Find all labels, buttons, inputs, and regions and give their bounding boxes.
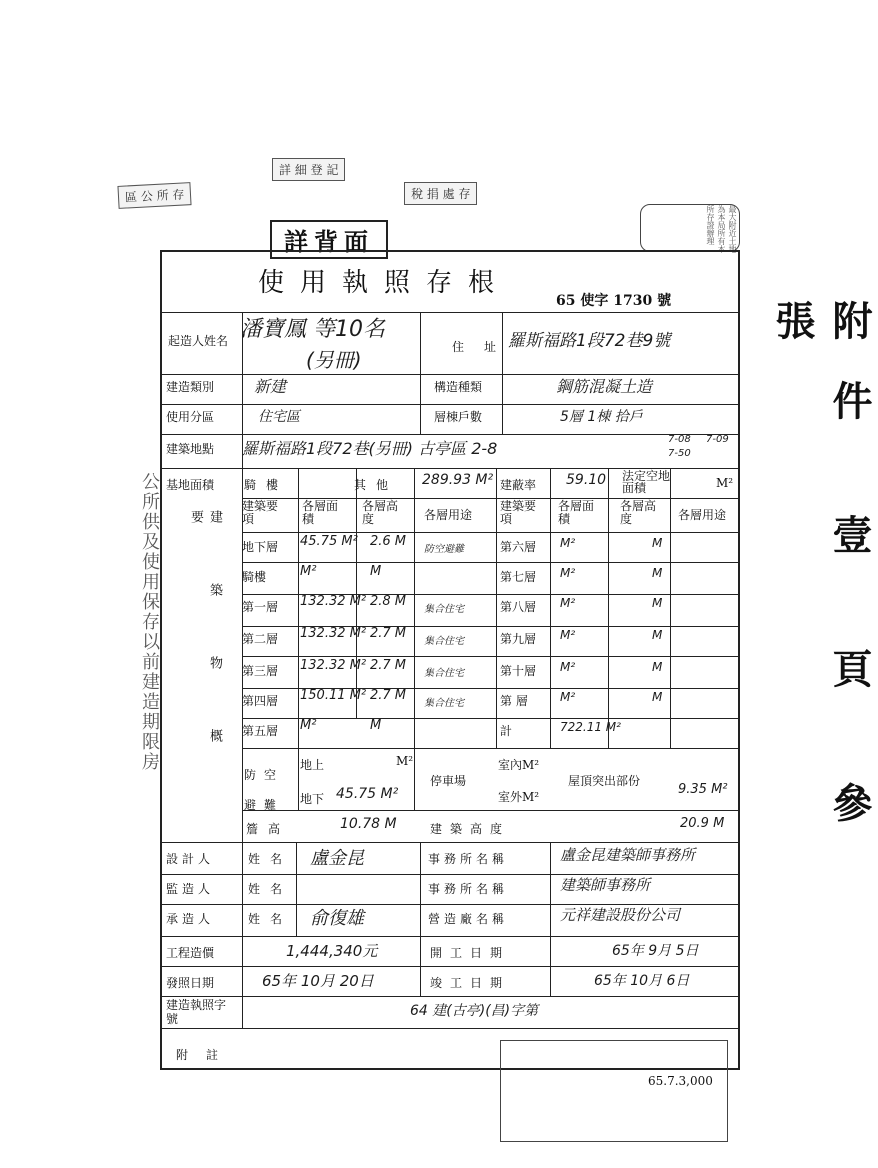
floors-count-label: 層棟戶數 <box>434 410 483 424</box>
floor-right-area: M² <box>560 536 576 550</box>
floor-right-name: 第十層 <box>500 664 537 678</box>
builder-name-note: (另冊) <box>306 348 362 372</box>
top-stamp-middle: 詳 細 登 記 <box>272 158 345 181</box>
floor-left-area: 132.32 M² <box>300 658 367 673</box>
person-office-label: 營造廠名稱 <box>428 912 509 926</box>
back-label: 詳背面 <box>270 220 388 259</box>
start-label: 開工日期 <box>430 946 511 960</box>
cost-value: 1,444,340元 <box>286 942 378 960</box>
height-label: 建築高度 <box>430 822 511 836</box>
outdoor-label: 室外M² <box>498 790 540 804</box>
floor-right-name: 第九層 <box>500 632 537 646</box>
cost-label: 工程造價 <box>166 946 215 960</box>
hdr-left-item: 建築要項 <box>242 499 279 526</box>
builder-name-label: 起造人姓名 <box>168 334 229 348</box>
site-location: 羅斯福路1段72巷(另冊) 古亭區 2-8 <box>242 439 498 458</box>
floor-left-use: 集合住宅 <box>424 698 464 709</box>
notes-label: 附註 <box>176 1048 237 1062</box>
legal-label: 法定空地面積 <box>622 469 671 495</box>
side-stamp-box <box>640 204 740 252</box>
floor-right-area: M² <box>560 690 576 704</box>
floor-left-area: 132.32 M² <box>300 626 367 641</box>
bottom-stamp <box>500 1040 728 1142</box>
person-office-label: 事務所名稱 <box>428 852 509 866</box>
right-margin-text: 附件 壹 頁 參 張 <box>769 300 873 862</box>
floor-right-area: M² <box>560 660 576 674</box>
top-stamp-left: 區 公 所 存 <box>117 182 192 209</box>
building-type-label: 建造類別 <box>166 380 215 394</box>
floor-left-name: 第三層 <box>242 664 279 678</box>
coverage-value: 59.10 <box>566 472 607 488</box>
coverage-label: 建蔽率 <box>500 478 537 492</box>
zone-value: 住宅區 <box>258 409 300 425</box>
floor-left-use: 集合住宅 <box>424 604 464 615</box>
floor-left-name: 地下層 <box>242 540 279 554</box>
person-office: 元祥建設股份公司 <box>560 906 681 924</box>
roof-label: 屋頂突出部份 <box>568 774 641 788</box>
hdr-right-use: 各層用途 <box>678 508 727 522</box>
hdr-right-item: 建築要項 <box>500 499 537 526</box>
print-info: 65.7.3,000 <box>648 1074 713 1088</box>
issue-value: 65年 10月 20日 <box>262 972 374 990</box>
floor-left-height: 2.7 M <box>370 626 407 641</box>
floor-left-use: 集合住宅 <box>424 668 464 679</box>
site-label: 建築地點 <box>166 442 215 456</box>
site-lot-2: 7-50 <box>668 448 691 459</box>
floor-right-area: 722.11 M² <box>560 720 621 734</box>
floor-left-name: 第四層 <box>242 694 279 708</box>
floors-side-label: 建築物概要 <box>188 510 222 802</box>
floor-left-height: 2.8 M <box>370 594 407 609</box>
eave-value: 10.78 M <box>340 816 397 832</box>
person-name: 盧金昆 <box>310 848 364 869</box>
floor-left-height: 2.6 M <box>370 534 407 549</box>
left-margin-text: 公所供及使用保存以前建造期限房 <box>139 472 160 772</box>
floor-right-name: 第八層 <box>500 600 537 614</box>
side-note: 最大附近土地為本局所有本所存證辦理 <box>706 205 737 253</box>
person-name: 俞復雄 <box>310 908 364 929</box>
hdr-right-area: 各層面積 <box>558 499 595 526</box>
floor-left-name: 第一層 <box>242 600 279 614</box>
floor-right-area: M² <box>560 566 576 580</box>
floor-left-name: 第二層 <box>242 632 279 646</box>
shelter-below-label: 地下 <box>300 792 325 806</box>
floors-count: 5層 1棟 拾戶 <box>560 409 643 425</box>
floor-left-area: 132.32 M² <box>300 594 367 609</box>
eave-label: 簷高 <box>246 822 291 836</box>
person-office-label: 事務所名稱 <box>428 882 509 896</box>
person-name-label: 姓名 <box>248 912 293 926</box>
other-value: 289.93 M² <box>422 472 494 488</box>
start-value: 65年 9月 5日 <box>612 943 699 959</box>
person-role: 承造人 <box>166 912 215 926</box>
shelter-above-unit: M² <box>396 754 414 768</box>
floor-left-area: M² <box>300 564 317 579</box>
person-office: 盧金昆建築師事務所 <box>560 846 696 864</box>
site-lot-1: 7-08 <box>668 434 691 445</box>
floor-right-name: 第 層 <box>500 694 528 708</box>
zone-label: 使用分區 <box>166 410 215 424</box>
person-name-label: 姓名 <box>248 852 293 866</box>
roof-value: 9.35 M² <box>678 782 728 797</box>
person-office: 建築師事務所 <box>560 876 651 894</box>
floor-left-use: 集合住宅 <box>424 636 464 647</box>
permit-number: 65 使字 1730 號 <box>556 293 672 309</box>
builder-address: 羅斯福路1段72巷9號 <box>508 331 671 351</box>
shelter-above-label: 地上 <box>300 758 325 772</box>
shelter-below-value: 45.75 M² <box>336 786 399 802</box>
form-title: 使用執照存根 <box>258 268 511 298</box>
floor-right-height: M <box>652 660 663 674</box>
floor-left-use: 防空避難 <box>424 544 464 555</box>
floor-left-name: 騎樓 <box>242 570 267 584</box>
floor-right-height: M <box>652 628 663 642</box>
floor-right-height: M <box>652 566 663 580</box>
shelter-label: 防空避難 <box>244 768 285 812</box>
floor-left-height: 2.7 M <box>370 658 407 673</box>
person-name-label: 姓名 <box>248 882 293 896</box>
floor-left-height: M <box>370 564 382 579</box>
floor-right-height: M <box>652 690 663 704</box>
builder-name: 潘寶鳳 等10名 <box>240 317 385 342</box>
hdr-left-height: 各層高度 <box>362 499 399 526</box>
parking-label: 停車場 <box>430 774 467 788</box>
top-stamp-right: 稅 捐 處 存 <box>404 182 477 205</box>
floor-right-area: M² <box>560 628 576 642</box>
issue-label: 發照日期 <box>166 976 215 990</box>
other-label: 其他 <box>354 478 399 492</box>
floor-left-area: 150.11 M² <box>300 688 367 703</box>
floor-right-name: 第六層 <box>500 540 537 554</box>
site-lot-3: 7-09 <box>706 434 729 445</box>
floor-left-height: M <box>370 718 382 733</box>
permit-value: 64 建(古亭)(昌)字第 <box>410 1003 539 1019</box>
person-role: 監造人 <box>166 882 215 896</box>
structure-value: 鋼筋混凝土造 <box>556 377 653 396</box>
arcade-label: 騎樓 <box>244 478 289 492</box>
person-role: 設計人 <box>166 852 215 866</box>
floor-right-area: M² <box>560 596 576 610</box>
floor-right-height: M <box>652 536 663 550</box>
floor-left-area: 45.75 M² <box>300 534 358 549</box>
floor-right-height: M <box>652 596 663 610</box>
floor-right-name: 計 <box>500 724 513 738</box>
structure-label: 構造種類 <box>434 380 483 394</box>
hdr-left-area: 各層面積 <box>302 499 339 526</box>
finish-label: 竣工日期 <box>430 976 511 990</box>
building-type: 新建 <box>254 377 287 396</box>
builder-address-label: 住址 <box>452 340 517 354</box>
floor-left-name: 第五層 <box>242 724 279 738</box>
floor-left-area: M² <box>300 718 317 733</box>
floor-right-name: 第七層 <box>500 570 537 584</box>
height-value: 20.9 M <box>680 816 725 831</box>
hdr-right-height: 各層高度 <box>620 499 657 526</box>
hdr-left-use: 各層用途 <box>424 508 473 522</box>
indoor-label: 室內M² <box>498 758 540 772</box>
finish-value: 65年 10月 6日 <box>594 973 690 989</box>
legal-unit: M² <box>716 476 734 490</box>
area-label: 基地面積 <box>166 478 215 492</box>
floor-left-height: 2.7 M <box>370 688 407 703</box>
permit-label: 建造執照字號 <box>166 998 227 1026</box>
